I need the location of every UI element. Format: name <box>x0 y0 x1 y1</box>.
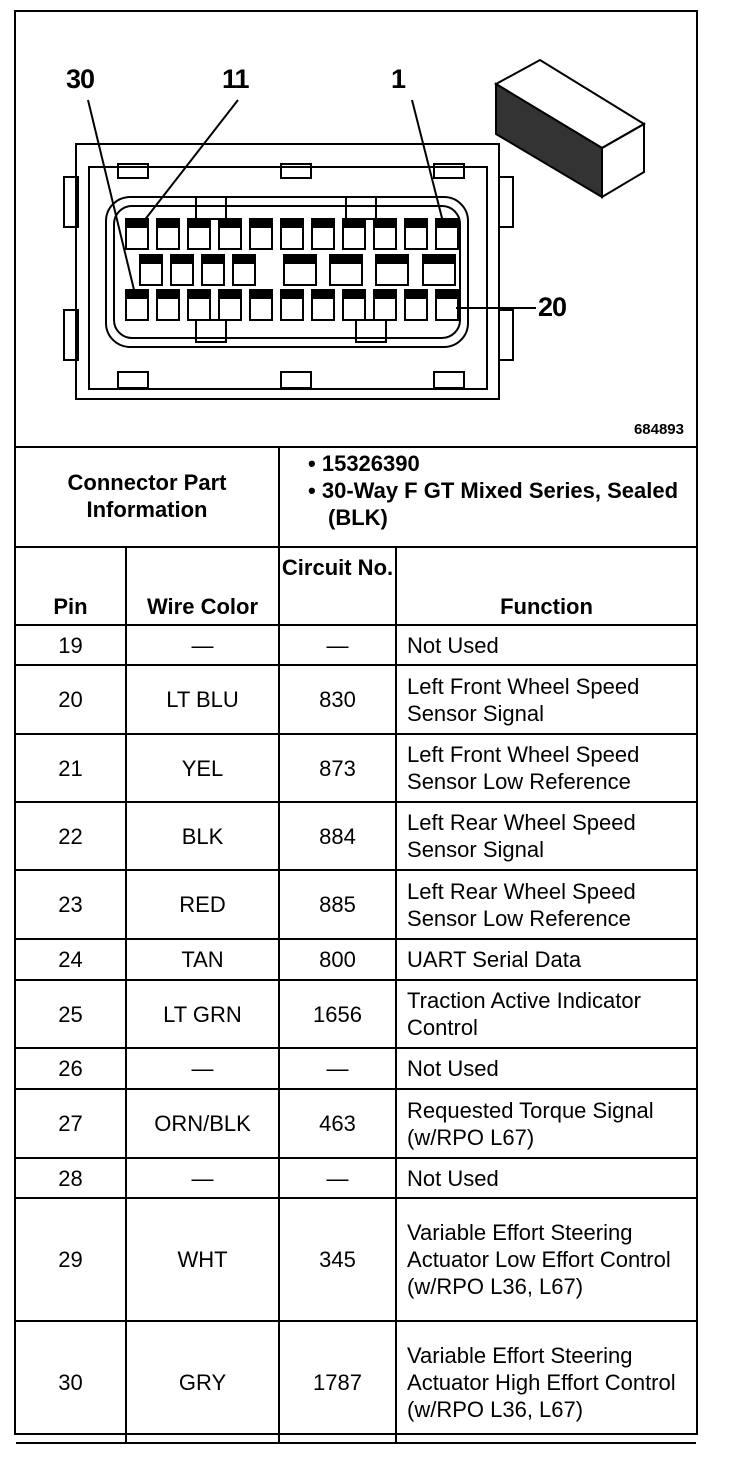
table-row <box>16 870 696 939</box>
pin-cavity-latch <box>250 219 272 228</box>
table-row <box>16 1089 696 1158</box>
connector-info-row <box>16 446 696 547</box>
table-row <box>16 980 696 1048</box>
circuit-cell: — <box>279 1048 396 1089</box>
function-cell: Traction Active Indicator Control <box>396 980 696 1048</box>
connector-face-drawing <box>16 12 696 446</box>
wire-color-cell: RED <box>126 870 279 939</box>
table-row <box>16 1048 696 1089</box>
circuit-cell: — <box>279 1158 396 1198</box>
function-cell: Not Used <box>396 1048 696 1089</box>
circuit-cell: 884 <box>279 802 396 870</box>
pin-cavity-latch <box>284 255 316 264</box>
pin-cell: 25 <box>16 980 126 1048</box>
function-cell: Left Front Wheel Speed Sensor Signal <box>396 665 696 734</box>
table-row <box>16 734 696 802</box>
pin-cell: 19 <box>16 625 126 665</box>
pin-label-1: 1 <box>391 64 406 94</box>
wire-color-cell: WHT <box>126 1198 279 1321</box>
side-clip <box>499 177 513 227</box>
pin-cavity-latch <box>376 255 408 264</box>
wire-color-cell: BLK <box>126 802 279 870</box>
pin-cavity-latch <box>188 219 210 228</box>
table-row <box>16 1158 696 1198</box>
key <box>196 197 226 219</box>
pin-cavity-latch <box>312 290 334 299</box>
pin-cavity-latch <box>436 290 458 299</box>
function-cell: Variable Effort Steering Actuator Low Effort Control (w/RPO L36, L67) <box>396 1198 696 1321</box>
pin-cavity-latch <box>330 255 362 264</box>
pin-cavity-latch <box>188 290 210 299</box>
header-row <box>16 547 696 625</box>
circuit-cell: 1656 <box>279 980 396 1048</box>
pin-cell: 21 <box>16 734 126 802</box>
pin-cell: 30 <box>16 1321 126 1443</box>
connector-info-values <box>279 446 696 547</box>
leader-line-30 <box>88 100 136 298</box>
function-cell: UART Serial Data <box>396 939 696 980</box>
pin-cavity-latch <box>281 219 303 228</box>
table-row <box>16 625 696 665</box>
circuit-cell: 463 <box>279 1089 396 1158</box>
pin-cavity-latch <box>219 290 241 299</box>
latch-tab <box>118 372 148 388</box>
key <box>346 197 376 219</box>
circuit-cell: 800 <box>279 939 396 980</box>
circuit-cell: 873 <box>279 734 396 802</box>
pin-cavity-latch <box>405 219 427 228</box>
pin-cavity-latch <box>157 219 179 228</box>
pin-label-20: 20 <box>538 292 567 322</box>
circuit-cell: 830 <box>279 665 396 734</box>
circuit-cell: 885 <box>279 870 396 939</box>
pin-cavity-latch <box>374 219 396 228</box>
side-clip <box>499 310 513 360</box>
table-row <box>16 1321 696 1443</box>
function-cell: Not Used <box>396 1158 696 1198</box>
pin-cell: 26 <box>16 1048 126 1089</box>
table-row <box>16 665 696 734</box>
circuit-cell: 1787 <box>279 1321 396 1443</box>
pin-cavity-latch <box>423 255 455 264</box>
pin-cavity-latch <box>171 255 193 264</box>
pin-cavity-latch <box>374 290 396 299</box>
wire-color-cell: GRY <box>126 1321 279 1443</box>
function-cell: Left Rear Wheel Speed Sensor Signal <box>396 802 696 870</box>
connector-diagram <box>16 12 696 448</box>
pin-cavity-latch <box>233 255 255 264</box>
thumb-side <box>602 124 644 197</box>
header-pin: Pin <box>16 547 126 625</box>
pin-cavity-latch <box>219 219 241 228</box>
pin-cavity-latch <box>405 290 427 299</box>
pin-cavity-latch <box>281 290 303 299</box>
table-row <box>16 802 696 870</box>
function-cell: Left Rear Wheel Speed Sensor Low Reference <box>396 870 696 939</box>
wire-color-cell: — <box>126 625 279 665</box>
header-function: Function <box>396 547 696 625</box>
wire-color-cell: — <box>126 1048 279 1089</box>
wire-color-cell: TAN <box>126 939 279 980</box>
pin-cell: 24 <box>16 939 126 980</box>
figure-number: 684893 <box>633 421 684 438</box>
connector-sheet <box>14 10 698 1435</box>
latch-tab <box>281 372 311 388</box>
pin-cell: 20 <box>16 665 126 734</box>
pin-cavity-latch <box>343 290 365 299</box>
pin-cavity-latch <box>202 255 224 264</box>
connector-inner-frame <box>89 167 487 389</box>
pin-cell: 23 <box>16 870 126 939</box>
wire-color-cell: ORN/BLK <box>126 1089 279 1158</box>
pin-cavity-latch <box>343 219 365 228</box>
pin-label-11: 11 <box>222 64 249 94</box>
pin-cell: 27 <box>16 1089 126 1158</box>
thumb-face <box>496 84 602 197</box>
connector-description: • 30-Way F GT Mixed Series, Sealed (BLK) <box>308 478 679 530</box>
pin-cell: 29 <box>16 1198 126 1321</box>
function-cell: Not Used <box>396 625 696 665</box>
pin-cavity-latch <box>312 219 334 228</box>
pin-cavity-latch <box>140 255 162 264</box>
wire-color-cell: YEL <box>126 734 279 802</box>
header-wire-color: Wire Color <box>126 547 279 625</box>
connector-part-number: • 15326390 <box>308 451 420 476</box>
pin-cell: 22 <box>16 802 126 870</box>
circuit-cell: — <box>279 625 396 665</box>
pin-cavity-latch <box>436 219 458 228</box>
table-row <box>16 939 696 980</box>
function-cell: Requested Torque Signal (w/RPO L67) <box>396 1089 696 1158</box>
header-circuit-no: Circuit No. <box>279 547 396 625</box>
circuit-cell: 345 <box>279 1198 396 1321</box>
pin-cavity-latch <box>157 290 179 299</box>
wire-color-cell: LT GRN <box>126 980 279 1048</box>
function-cell: Variable Effort Steering Actuator High Effort Control (w/RPO L36, L67) <box>396 1321 696 1443</box>
function-cell: Left Front Wheel Speed Sensor Low Reference <box>396 734 696 802</box>
leader-line-11 <box>140 100 238 226</box>
latch-tab <box>434 372 464 388</box>
pinout-table <box>16 446 696 1444</box>
wire-color-cell: LT BLU <box>126 665 279 734</box>
table-row <box>16 1198 696 1321</box>
wire-color-cell: — <box>126 1158 279 1198</box>
pin-cavity-latch <box>250 290 272 299</box>
pin-label-30: 30 <box>66 64 95 94</box>
pin-cavity-latch <box>126 290 148 299</box>
connector-info-label: Connector Part Information <box>16 446 279 547</box>
pin-cell: 28 <box>16 1158 126 1198</box>
